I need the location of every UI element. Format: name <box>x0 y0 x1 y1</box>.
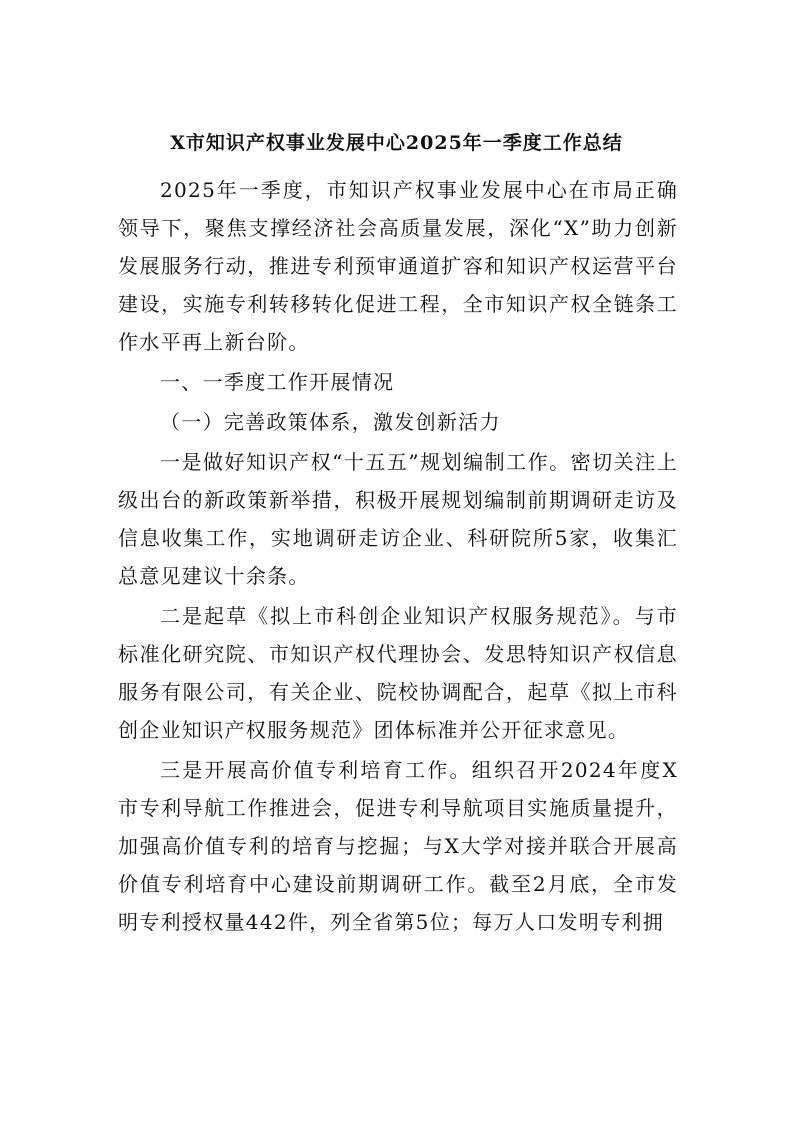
intro-paragraph: 2025年一季度，市知识产权事业发展中心在市局正确领导下，聚焦支撑经济社会高质量发展，深化“X”助力创新发展服务行动，推进专利预审通道扩容和知识产权运营平台建设，实施专利转移转化促进工程，全市知识产权全链条工作水平再上新台阶。 <box>118 178 678 354</box>
item-paragraph-1: 一是做好知识产权“十五五”规划编制工作。密切关注上级出台的新政策新举措，积极开展规划编制前期调研走访及信息收集工作，实地调研走访企业、科研院所5家，收集汇总意见建议十余条。 <box>118 450 678 588</box>
item-paragraph-3: 三是开展高价值专利培育工作。组织召开2024年度X市专利导航工作推进会，促进专利导航项目实施质量提升，加强高价值专利的培育与挖掘；与X大学对接并联合开展高价值专利培育中心建设前期调研工作。截至2月底，全市发明专利授权量442件，列全省第5位；每万人口发明专利拥 <box>118 758 678 934</box>
section-heading: 一、一季度工作开展情况 <box>160 370 395 394</box>
item-paragraph-2: 二是起草《拟上市科创企业知识产权服务规范》。与市标准化研究院、市知识产权代理协会、发思特知识产权信息服务有限公司，有关企业、院校协调配合，起草《拟上市科创企业知识产权服务规范》团体标准并公开征求意见。 <box>118 604 678 742</box>
document-body <box>118 171 678 941</box>
subsection-heading: （一）完善政策体系，激发创新活力 <box>160 410 501 434</box>
document-title: X市知识产权事业发展中心2025年一季度工作总结 <box>170 132 623 154</box>
